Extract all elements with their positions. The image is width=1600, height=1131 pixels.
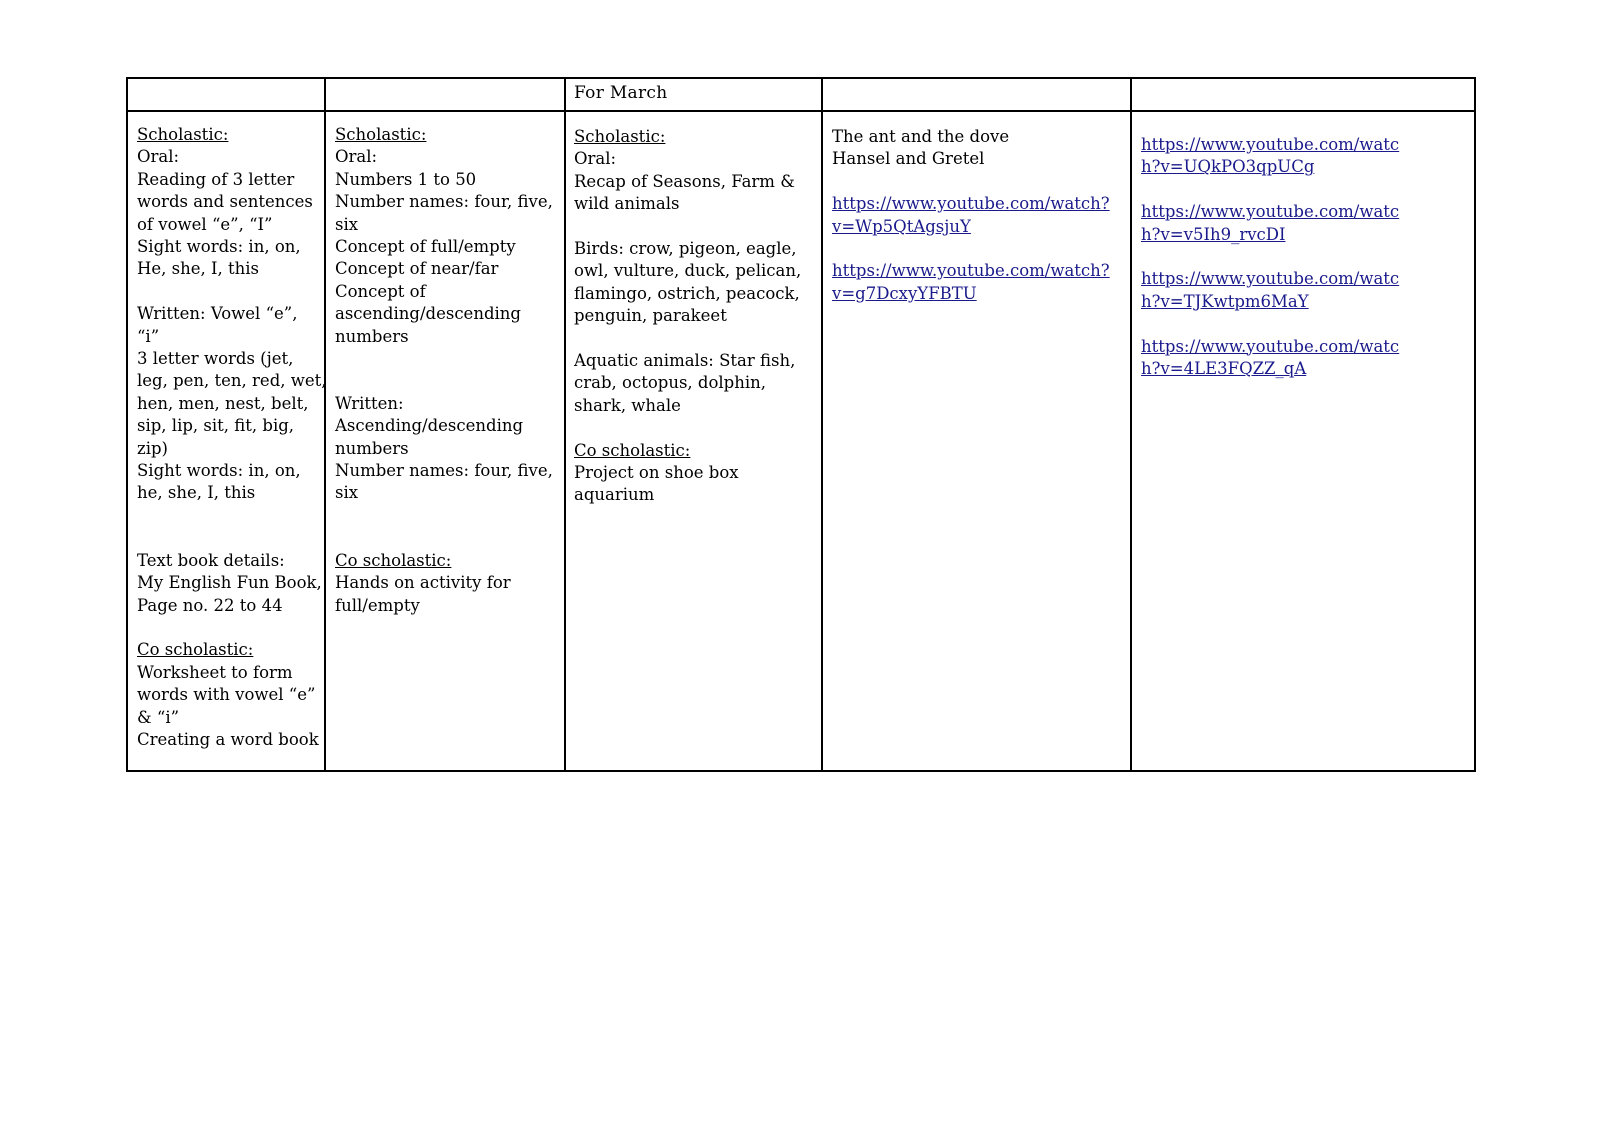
header-cell-3 xyxy=(565,78,822,111)
text-line: Birds: crow, pigeon, eagle, xyxy=(574,239,797,259)
text-line: six xyxy=(335,483,359,503)
spacer xyxy=(832,171,1130,193)
spacer xyxy=(574,417,821,439)
link-text: https://www.youtube.com/watc xyxy=(1141,135,1400,154)
english-cell xyxy=(127,111,325,771)
text-line: ascending/descending xyxy=(335,304,521,324)
video-link-2[interactable] xyxy=(1141,201,1474,246)
co-scholastic-heading: Co scholastic: xyxy=(574,440,691,460)
text-line: 3 letter words (jet, xyxy=(137,349,294,369)
spacer xyxy=(1141,246,1474,268)
spacer xyxy=(137,505,324,550)
link-text: h?v=4LE3FQZZ_qA xyxy=(1141,359,1307,379)
text-line: Written: xyxy=(335,393,404,413)
text-line: words and sentences xyxy=(137,192,313,212)
spacer xyxy=(335,505,564,550)
text-line: Project on shoe box xyxy=(574,463,739,483)
text-line: Hands on activity for xyxy=(335,573,511,593)
spacer xyxy=(832,238,1130,260)
co-scholastic-heading: Co scholastic: xyxy=(335,550,452,570)
header-row xyxy=(127,78,1475,111)
text-line: of vowel “e”, “I” xyxy=(137,214,273,234)
video-link-4[interactable] xyxy=(1141,336,1474,381)
oral-label: Oral: xyxy=(335,147,378,167)
text-line: Numbers 1 to 50 xyxy=(335,169,477,189)
text-line: He, she, I, this xyxy=(137,259,260,279)
spacer xyxy=(1141,313,1474,335)
stories-cell xyxy=(822,111,1131,771)
spacer xyxy=(574,216,821,238)
evs-cell xyxy=(565,111,822,771)
text-line: Concept of full/empty xyxy=(335,237,516,257)
lesson-plan-table xyxy=(126,77,1476,772)
text-line: flamingo, ostrich, peacock, xyxy=(574,283,800,303)
co-scholastic-heading: Co scholastic: xyxy=(137,640,254,660)
text-line: Creating a word book xyxy=(137,729,319,749)
video-link-2[interactable] xyxy=(832,260,1130,305)
month-label: For March xyxy=(574,83,668,103)
text-line: numbers xyxy=(335,438,409,458)
link-text: v=g7DcxyYFBTU xyxy=(832,283,977,303)
text-line: words with vowel “e” xyxy=(137,685,316,705)
link-text: h?v=TJKwtpm6MaY xyxy=(1141,291,1309,311)
link-text: https://www.youtube.com/watc xyxy=(1141,269,1400,289)
text-line: leg, pen, ten, red, wet, xyxy=(137,371,327,391)
story-title: The ant and the dove xyxy=(832,127,1010,146)
text-line: Sight words: in, on, xyxy=(137,237,301,257)
text-line: penguin, parakeet xyxy=(574,306,727,326)
spacer xyxy=(137,281,324,303)
oral-label: Oral: xyxy=(137,147,180,167)
link-text: https://www.youtube.com/watc xyxy=(1141,336,1400,356)
link-text: h?v=v5Ih9_rvcDI xyxy=(1141,224,1286,244)
text-line: Text book details: xyxy=(137,550,285,570)
text-line: six xyxy=(335,214,359,234)
spacer xyxy=(1141,179,1474,201)
text-line: Sight words: in, on, xyxy=(137,461,301,481)
header-cell-5 xyxy=(1131,78,1475,111)
link-text: h?v=UQkPO3qpUCg xyxy=(1141,157,1315,177)
text-line: Number names: four, five, xyxy=(335,192,553,212)
oral-label: Oral: xyxy=(574,149,617,169)
text-line: Aquatic animals: Star fish, xyxy=(574,351,796,371)
text-line: he, she, I, this xyxy=(137,483,256,503)
text-line: Number names: four, five, xyxy=(335,461,553,481)
header-cell-1 xyxy=(127,78,325,111)
text-line: Reading of 3 letter xyxy=(137,169,295,189)
text-line: Recap of Seasons, Farm & xyxy=(574,171,795,191)
link-text: https://www.youtube.com/watc xyxy=(1141,202,1400,222)
video-link-3[interactable] xyxy=(1141,268,1474,313)
header-cell-2 xyxy=(325,78,565,111)
text-line: zip) xyxy=(137,438,168,458)
text-line: full/empty xyxy=(335,595,420,615)
maths-cell xyxy=(325,111,565,771)
spacer xyxy=(137,617,324,639)
text-line: & “i” xyxy=(137,707,180,727)
spacer xyxy=(335,348,564,393)
text-line: Ascending/descending xyxy=(335,416,524,436)
text-line: Concept of xyxy=(335,281,426,301)
text-line: aquarium xyxy=(574,485,655,505)
text-line: crab, octopus, dolphin, xyxy=(574,373,767,393)
videos-cell xyxy=(1131,111,1475,771)
text-line: Page no. 22 to 44 xyxy=(137,595,283,615)
text-line: Concept of near/far xyxy=(335,259,499,279)
text-line: sip, lip, sit, fit, big, xyxy=(137,416,295,436)
video-link-1[interactable] xyxy=(832,193,1130,238)
text-line: shark, whale xyxy=(574,395,681,415)
text-line: My English Fun Book, xyxy=(137,573,322,593)
text-line: owl, vulture, duck, pelican, xyxy=(574,261,802,281)
content-row xyxy=(127,111,1475,771)
text-line: hen, men, nest, belt, xyxy=(137,393,309,413)
scholastic-heading: Scholastic: xyxy=(574,127,666,146)
text-line: numbers xyxy=(335,326,409,346)
link-text: https://www.youtube.com/watch? xyxy=(832,194,1110,214)
link-text: v=Wp5QtAgsjuY xyxy=(832,216,971,236)
spacer xyxy=(574,328,821,350)
scholastic-heading: Scholastic: xyxy=(137,125,229,144)
text-line: Worksheet to form xyxy=(137,662,293,682)
text-line: wild animals xyxy=(574,194,680,214)
text-line: “i” xyxy=(137,326,160,346)
scholastic-heading: Scholastic: xyxy=(335,125,427,144)
link-text: https://www.youtube.com/watch? xyxy=(832,261,1110,281)
story-title: Hansel and Gretel xyxy=(832,149,985,169)
video-link-1[interactable] xyxy=(1141,134,1474,179)
header-cell-4 xyxy=(822,78,1131,111)
text-line: Written: Vowel “e”, xyxy=(137,304,298,324)
